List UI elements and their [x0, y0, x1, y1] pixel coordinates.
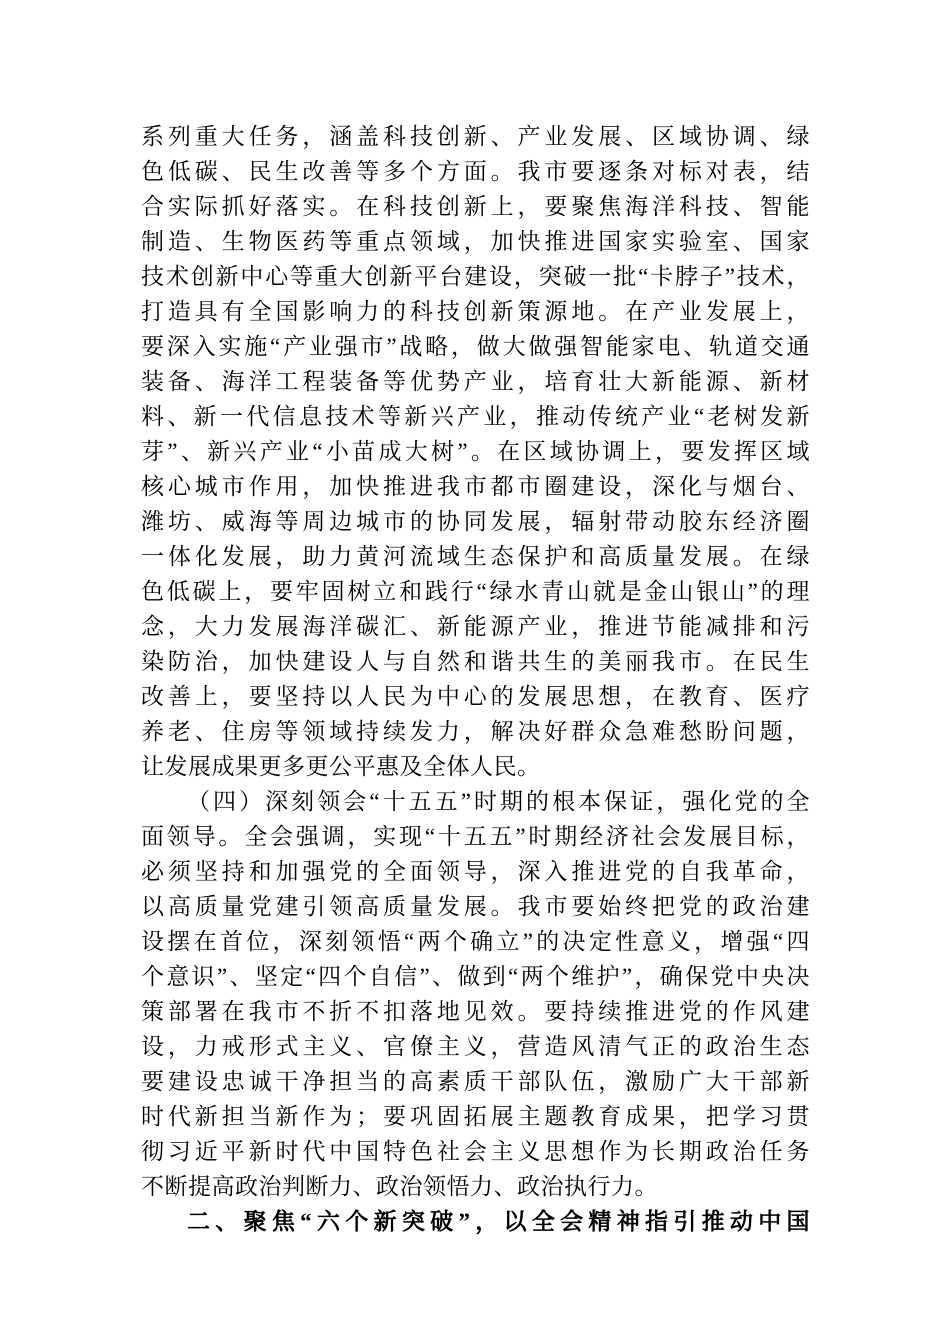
body-text-line: 策部署在我市不折不扣落地见效。要持续推进党的作风建: [141, 999, 810, 1024]
body-text-line: 要深入实施“产业强市”战略，做大做强智能家电、轨道交通: [141, 334, 810, 359]
body-text-line: 设，力戒形式主义、官僚主义，营造风清气正的政治生态: [141, 1034, 810, 1059]
body-text-line: 让发展成果更多更公平惠及全体人民。: [141, 754, 541, 779]
body-text-line: 潍坊、威海等周边城市的协同发展，辐射带动胶东经济圈: [141, 509, 810, 534]
body-text-line: 打造具有全国影响力的科技创新策源地。在产业发展上，: [141, 299, 810, 324]
body-text-line: 面领导。全会强调，实现“十五五”时期经济社会发展目标，: [141, 824, 810, 849]
body-text-line: 合实际抓好落实。在科技创新上，要聚焦海洋科技、智能: [141, 194, 810, 219]
body-text-line: 制造、生物医药等重点领域，加快推进国家实验室、国家: [141, 229, 810, 254]
body-text-line: 不断提高政治判断力、政治领悟力、政治执行力。: [141, 1174, 658, 1199]
document-body: [141, 119, 810, 1239]
body-text-line: 核心城市作用，加快推进我市都市圈建设，深化与烟台、: [141, 474, 810, 499]
body-text-line: 改善上，要坚持以人民为中心的发展思想，在教育、医疗: [141, 684, 810, 709]
body-text-line: 要建设忠诚干净担当的高素质干部队伍，激励广大干部新: [141, 1069, 810, 1094]
body-text-line: 一体化发展，助力黄河流域生态保护和高质量发展。在绿: [141, 544, 810, 569]
body-text-line: 时代新担当新作为；要巩固拓展主题教育成果，把学习贯: [141, 1104, 810, 1129]
body-text-line: 彻习近平新时代中国特色社会主义思想作为长期政治任务: [141, 1139, 810, 1164]
body-text-line: 色低碳、民生改善等多个方面。我市要逐条对标对表，结: [141, 159, 810, 184]
body-text-line: 色低碳上，要牢固树立和践行“绿水青山就是金山银山”的理: [141, 579, 810, 604]
body-text-line: （四）深刻领会“十五五”时期的根本保证，强化党的全: [187, 789, 810, 814]
body-text-line: 染防治，加快建设人与自然和谐共生的美丽我市。在民生: [141, 649, 810, 674]
heading-text-line: 二、聚焦“六个新突破”，以全会精神指引推动中国: [187, 1209, 810, 1234]
body-text-line: 芽”、新兴产业“小苗成大树”。在区域协调上，要发挥区域: [141, 439, 810, 464]
body-text-line: 以高质量党建引领高质量发展。我市要始终把党的政治建: [141, 894, 810, 919]
body-text-line: 个意识”、坚定“四个自信”、做到“两个维护”，确保党中央决: [141, 964, 810, 989]
body-text-line: 装备、海洋工程装备等优势产业，培育壮大新能源、新材: [141, 369, 810, 394]
body-text-line: 养老、住房等领域持续发力，解决好群众急难愁盼问题，: [141, 719, 810, 744]
body-text-line: 念，大力发展海洋碳汇、新能源产业，推进节能减排和污: [141, 614, 810, 639]
body-text-line: 设摆在首位，深刻领悟“两个确立”的决定性意义，增强“四: [141, 929, 810, 954]
body-text-line: 技术创新中心等重大创新平台建设，突破一批“卡脖子”技术，: [141, 264, 810, 289]
body-text-line: 系列重大任务，涵盖科技创新、产业发展、区域协调、绿: [141, 124, 810, 149]
body-text-line: 料、新一代信息技术等新兴产业，推动传统产业“老树发新: [141, 404, 810, 429]
body-text-line: 必须坚持和加强党的全面领导，深入推进党的自我革命，: [141, 859, 810, 884]
